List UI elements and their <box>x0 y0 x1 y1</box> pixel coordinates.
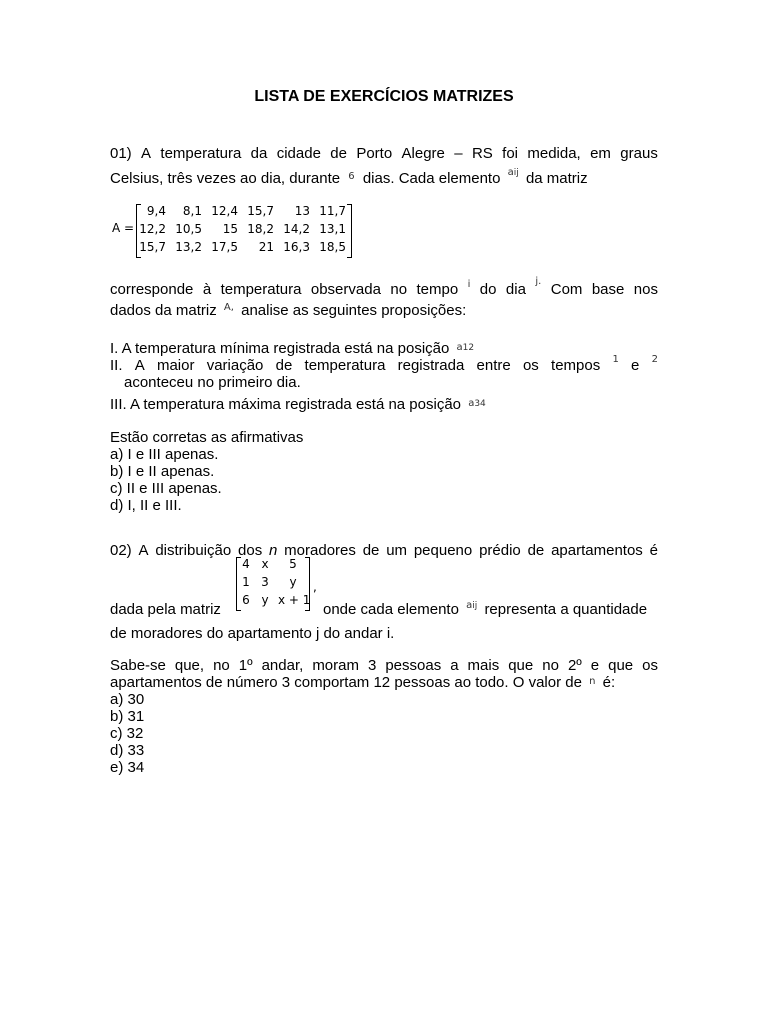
matrix-q2 <box>236 557 310 611</box>
q1-prop2-word: registrada <box>397 357 465 374</box>
matrix-q2-cell: x <box>261 557 269 571</box>
q2-line1-word: distribuição <box>155 542 232 559</box>
matrix-a-cell: 17,5 <box>211 240 238 254</box>
q2-line5 <box>110 674 615 691</box>
q1-line1-word: de <box>330 145 347 162</box>
matrix-a-cell: 15,7 <box>247 204 274 218</box>
q1-line2-text-c: da matriz <box>525 170 588 187</box>
q1-matrix-a-ref: A, <box>223 302 234 313</box>
q2-line2-text-b: onde cada elemento <box>323 601 459 618</box>
q1-line3-word: nos <box>633 281 658 298</box>
q2-line4-word: Sabe-se <box>110 657 166 674</box>
q2-line4-word: pessoas <box>385 657 442 674</box>
q2-line1-n-variable: n <box>269 542 278 559</box>
q1-prop1-a: a <box>456 342 463 353</box>
q2-line4-word: que <box>508 657 534 674</box>
q2-option-e: e) 34 <box>110 759 145 776</box>
matrix-a <box>136 204 352 258</box>
q1-line1-word: temperatura <box>160 145 242 162</box>
q1-line4-text-a: dados da matriz <box>110 302 217 319</box>
matrix-a-cell: 9,4 <box>146 204 166 218</box>
q1-proposition-3 <box>110 396 486 413</box>
q1-question: Estão corretas as afirmativas <box>110 429 304 446</box>
q2-line1-word: apartamentos <box>551 542 643 559</box>
q1-prop1-sub: 12 <box>462 343 475 353</box>
matrix-a-cell: 14,2 <box>283 222 310 236</box>
matrix-a-cell: 13,2 <box>175 240 202 254</box>
matrix-a-cell: 18,5 <box>319 240 346 254</box>
q1-proposition-1 <box>110 340 474 357</box>
q1-prop2-word: 2 <box>651 354 658 365</box>
q1-prop2-word: maior <box>156 357 195 374</box>
q1-prop2-word: tempos <box>551 357 601 374</box>
q1-line1 <box>110 145 658 162</box>
q1-line3-word: à <box>202 281 212 298</box>
matrix-q2-cell: y <box>261 593 269 607</box>
q1-aij-symbol <box>508 167 519 178</box>
q1-prop2-word: de <box>275 357 293 374</box>
q1-prop2-word: 1 <box>612 354 619 365</box>
q1-prop2-word: entre <box>476 357 511 374</box>
q1-aij-letter: a <box>507 167 514 178</box>
matrix-a-cell: 10,5 <box>175 222 202 236</box>
q2-line5-text-a: apartamentos de número 3 comportam 12 pessoas ao todo. O valor de <box>110 674 582 691</box>
q2-line1-word: moradores <box>284 542 356 559</box>
q2-line4-word: que, <box>174 657 205 674</box>
q1-line1-word: graus <box>620 145 658 162</box>
q1-line1-word: medida, <box>527 145 581 162</box>
matrix-a-cell: 21 <box>258 240 274 254</box>
q2-line4-word: 1º <box>238 657 253 674</box>
matrix-a-cell: 18,2 <box>247 222 274 236</box>
q2-line1-word: prédio <box>479 542 521 559</box>
matrix-q2-cell: y <box>289 575 297 589</box>
q1-prop2-word: temperatura <box>304 357 386 374</box>
q1-line3-word: dia <box>505 281 526 298</box>
q1-line3-word: no <box>390 281 408 298</box>
matrix-a-cell: 12,2 <box>139 222 166 236</box>
q1-prop1-text: I. A temperatura mínima registrada está na posição <box>110 340 450 357</box>
matrix-q2-cell: 5 <box>289 557 297 571</box>
q2-line2-text-c: representa a quantidade <box>484 601 648 618</box>
q1-prop2-word: os <box>522 357 539 374</box>
q1-line3-word: base <box>591 281 625 298</box>
q2-line1-word: pequeno <box>413 542 473 559</box>
matrix-q2-cell: 1 <box>242 575 250 589</box>
matrix-a-cell: 13,1 <box>319 222 346 236</box>
matrix-a-cell: 13 <box>294 204 310 218</box>
q2-line5-text-b: é: <box>602 674 616 691</box>
q2-line3: de moradores do apartamento j do andar i. <box>110 625 395 642</box>
q2-line1-word: de <box>362 542 380 559</box>
q1-proposition-2 <box>110 354 658 374</box>
q2-line1-word: dos <box>238 542 263 559</box>
q1-line1-word: Alegre <box>401 145 445 162</box>
q1-line3-word: tempo <box>416 281 459 298</box>
q2-aij-symbol <box>466 600 477 611</box>
q1-line3-word: do <box>479 281 497 298</box>
matrix-q2-comma: , <box>313 580 317 594</box>
q1-option-d: d) I, II e III. <box>110 497 182 514</box>
q1-line1-word: – <box>454 145 463 162</box>
q1-line3-word: j. <box>535 276 542 287</box>
matrix-a-cell: 15 <box>222 222 238 236</box>
q2-line2-right <box>323 601 647 618</box>
q2-option-d: d) 33 <box>110 742 145 759</box>
q2-aij-sub: ij <box>472 601 478 611</box>
q1-line1-word: cidade <box>276 145 321 162</box>
q2-line1-word: um <box>386 542 408 559</box>
q1-line4 <box>110 302 466 319</box>
q1-prop3-text: III. A temperatura máxima registrada está na posição <box>110 396 462 413</box>
q2-line1-word: é <box>649 542 658 559</box>
q1-proposition-2-cont: aconteceu no primeiro dia. <box>124 374 301 391</box>
matrix-q2-cell: 3 <box>261 575 269 589</box>
q1-line1-word: em <box>590 145 611 162</box>
q1-line3-word: observada <box>310 281 381 298</box>
q1-option-c: c) II e III apenas. <box>110 480 222 497</box>
q2-line4-word: que <box>608 657 634 674</box>
q1-line4-text-b: analise as seguintes proposições: <box>241 302 467 319</box>
q2-aij-letter: a <box>466 600 473 611</box>
matrix-a-cell: 11,7 <box>319 204 346 218</box>
q2-line4-word: no <box>542 657 559 674</box>
q2-line4-word: 2º <box>567 657 582 674</box>
q1-line3-word: i <box>467 279 471 290</box>
q1-line1-word: 01) <box>110 145 132 162</box>
q2-line2-text-a: dada pela matriz <box>110 601 221 618</box>
matrix-a-label: A = <box>112 221 135 235</box>
q2-option-b: b) 31 <box>110 708 145 725</box>
q2-option-c: c) 32 <box>110 725 144 742</box>
q1-line1-word: foi <box>502 145 518 162</box>
q1-prop3-sub: 34 <box>474 399 486 409</box>
matrix-a-cell: 12,4 <box>211 204 238 218</box>
q1-line1-word: RS <box>471 145 493 162</box>
q1-prop1-symbol <box>457 342 475 353</box>
q1-prop2-word: II. <box>110 357 123 374</box>
q2-line1-word: de <box>527 542 545 559</box>
matrix-q2-cell: 6 <box>242 593 250 607</box>
q2-line4-word: e <box>590 657 600 674</box>
q2-line2 <box>110 601 221 618</box>
q2-line4 <box>110 657 658 674</box>
matrix-a-right-bracket <box>347 204 352 258</box>
q1-line1-word: Porto <box>356 145 393 162</box>
q1-prop3-symbol <box>468 398 486 409</box>
q2-line4-word: no <box>213 657 230 674</box>
q1-line3-word: temperatura <box>220 281 302 298</box>
q2-line1 <box>110 542 658 559</box>
q2-line4-word: a <box>450 657 459 674</box>
q1-line3-word: corresponde <box>110 281 194 298</box>
q2-line4-word: os <box>642 657 658 674</box>
q1-line2-text-b: dias. Cada elemento <box>362 170 501 187</box>
q2-line4-word: andar, <box>261 657 304 674</box>
matrix-q2-cell: x + 1 <box>278 593 311 607</box>
q2-line1-word: A <box>138 542 149 559</box>
q1-line1-word: A <box>141 145 152 162</box>
q2-option-a: a) 30 <box>110 691 145 708</box>
q1-line3 <box>110 276 658 298</box>
q2-line1-word: 02) <box>110 542 132 559</box>
q1-days-value: 6 <box>348 171 355 182</box>
q1-option-b: b) I e II apenas. <box>110 463 215 480</box>
q1-prop2-word: variação <box>206 357 264 374</box>
matrix-a-cell: 15,7 <box>139 240 166 254</box>
q2-n-symbol: n <box>589 676 596 687</box>
matrix-a-cell: 8,1 <box>182 204 202 218</box>
q2-line4-word: mais <box>467 657 500 674</box>
q1-line1-word: da <box>250 145 268 162</box>
q1-prop3-a: a <box>468 398 475 409</box>
q2-line4-word: 3 <box>367 657 377 674</box>
q1-option-a: a) I e III apenas. <box>110 446 219 463</box>
q1-line2 <box>110 167 588 187</box>
q1-prop2-word: e <box>631 357 640 374</box>
q1-aij-sub: ij <box>513 168 519 178</box>
matrix-a-cell: 16,3 <box>283 240 310 254</box>
page-title: LISTA DE EXERCÍCIOS MATRIZES <box>254 88 514 105</box>
q1-line3-word: Com <box>550 281 583 298</box>
q1-prop2-word: A <box>134 357 145 374</box>
q2-line4-word: moram <box>312 657 359 674</box>
q1-line2-text-a: Celsius, três vezes ao dia, durante <box>110 170 341 187</box>
matrix-q2-cell: 4 <box>242 557 250 571</box>
